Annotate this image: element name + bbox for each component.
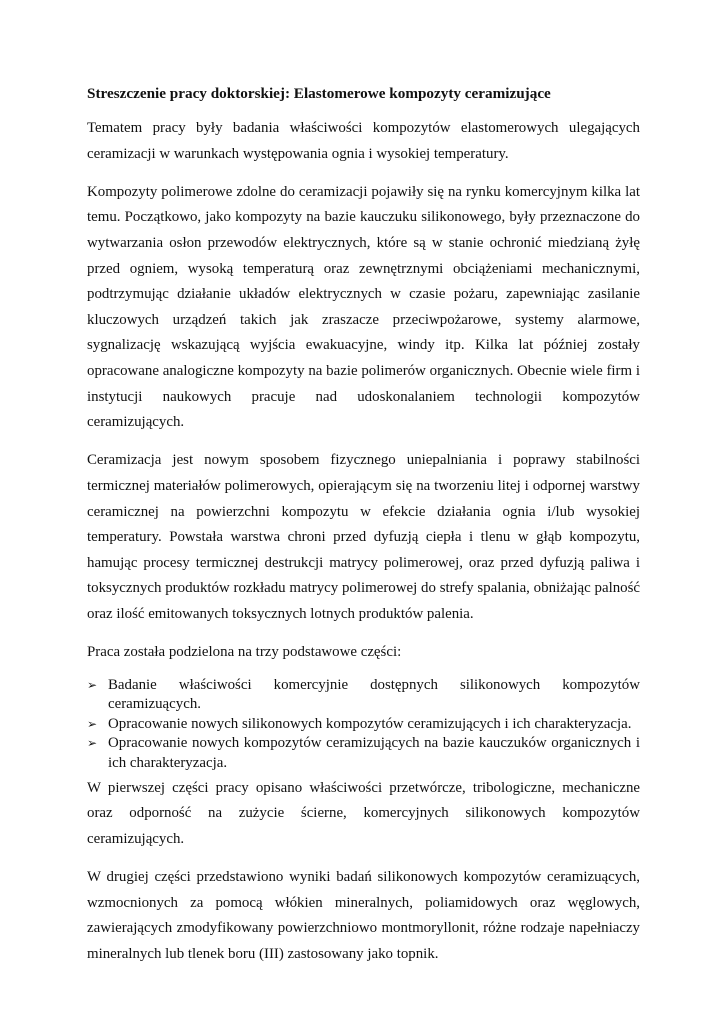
paragraph-part-one: W pierwszej części pracy opisano właściwości przetwórcze, tribologiczne, mechaniczne oraz odporność na zużycie ścierne, komercyjnych silikonowych kompozytów ceramizujących. — [87, 779, 640, 847]
arrow-bullet-icon: ➢ — [87, 677, 98, 692]
document-title: Streszczenie pracy doktorskiej: Elastomerowe kompozyty ceramizujące — [87, 85, 551, 102]
arrow-bullet-icon: ➢ — [87, 716, 98, 731]
parts-list — [87, 676, 640, 774]
document-page — [87, 84, 640, 980]
list-item — [87, 715, 640, 735]
paragraph-ceramization: Ceramizacja jest nowym sposobem fizycznego uniepalniania i poprawy stabilności termicznej materiałów polimerowych, opierającym się na tworzeniu litej i odpornej warstwy ceramicznej na powierzchni kompozytu w efekcie działania ognia i/lub wysokiej temperatury. Powstała warstwa chroni przed dyfuzją ciepła i tlenu w głąb kompozytu, hamując procesy termicznej destrukcji matrycy polimerowej, oraz przed dyfuzją paliwa i toksycznych produktów rozkładu matrycy polimerowej do strefy spalania, obniżając palność oraz ilość emitowanych toksycznych lotnych produktów palenia. — [87, 452, 640, 622]
list-item-text: Opracowanie nowych silikonowych kompozytów ceramizujących i ich charakteryzacja. — [108, 715, 632, 732]
list-intro: Praca została podzielona na trzy podstawowe części: — [87, 644, 402, 661]
list-item-text: Opracowanie nowych kompozytów ceramizujących na bazie kauczuków organicznych i ich charakteryzacja. — [108, 735, 640, 772]
arrow-bullet-icon: ➢ — [87, 736, 98, 751]
list-item-text: Badanie właściwości komercyjnie dostępnych silikonowych kompozytów ceramizuących. — [108, 676, 640, 713]
list-item — [87, 676, 640, 715]
list-item — [87, 734, 640, 773]
paragraph-history: Kompozyty polimerowe zdolne do ceramizacji pojawiły się na rynku komercyjnym kilka lat temu. Początkowo, jako kompozyty na bazie kauczuku silikonowego, były przeznaczone do wytwarzania osłon przewodów elektrycznych, które są w stanie ochronić miedzianą żyłę przed ogniem, wysoką temperaturą oraz zewnętrznymi obciążeniami mechanicznymi, podtrzymując działanie układów elektrycznych w czasie pożaru, zapewniając zasilanie kluczowych urządzeń takich jak zraszacze przeciwpożarowe, systemy alarmowe, sygnalizację wskazującą wyjścia ewakuacyjne, windy itp. Kilka lat później zostały opracowane analogiczne kompozyty na bazie polimerów organicznych. Obecnie wiele firm i instytucji naukowych pracuje nad udoskonalaniem technologii kompozytów ceramizujących. — [87, 183, 640, 431]
paragraph-part-two: W drugiej części przedstawiono wyniki badań silikonowych kompozytów ceramizuących, wzmocnionych za pomocą włókien mineralnych, poliamidowych oraz węglowych, zawierających zmodyfikowany powierzchniowo montmoryllonit, różne rodzaje napełniaczy mineralnych lub tlenek boru (III) zastosowany jako topnik. — [87, 869, 640, 962]
paragraph-topic: Tematem pracy były badania właściwości kompozytów elastomerowych ulegających ceramizacji w warunkach występowania ognia i wysokiej temperatury. — [87, 120, 640, 162]
